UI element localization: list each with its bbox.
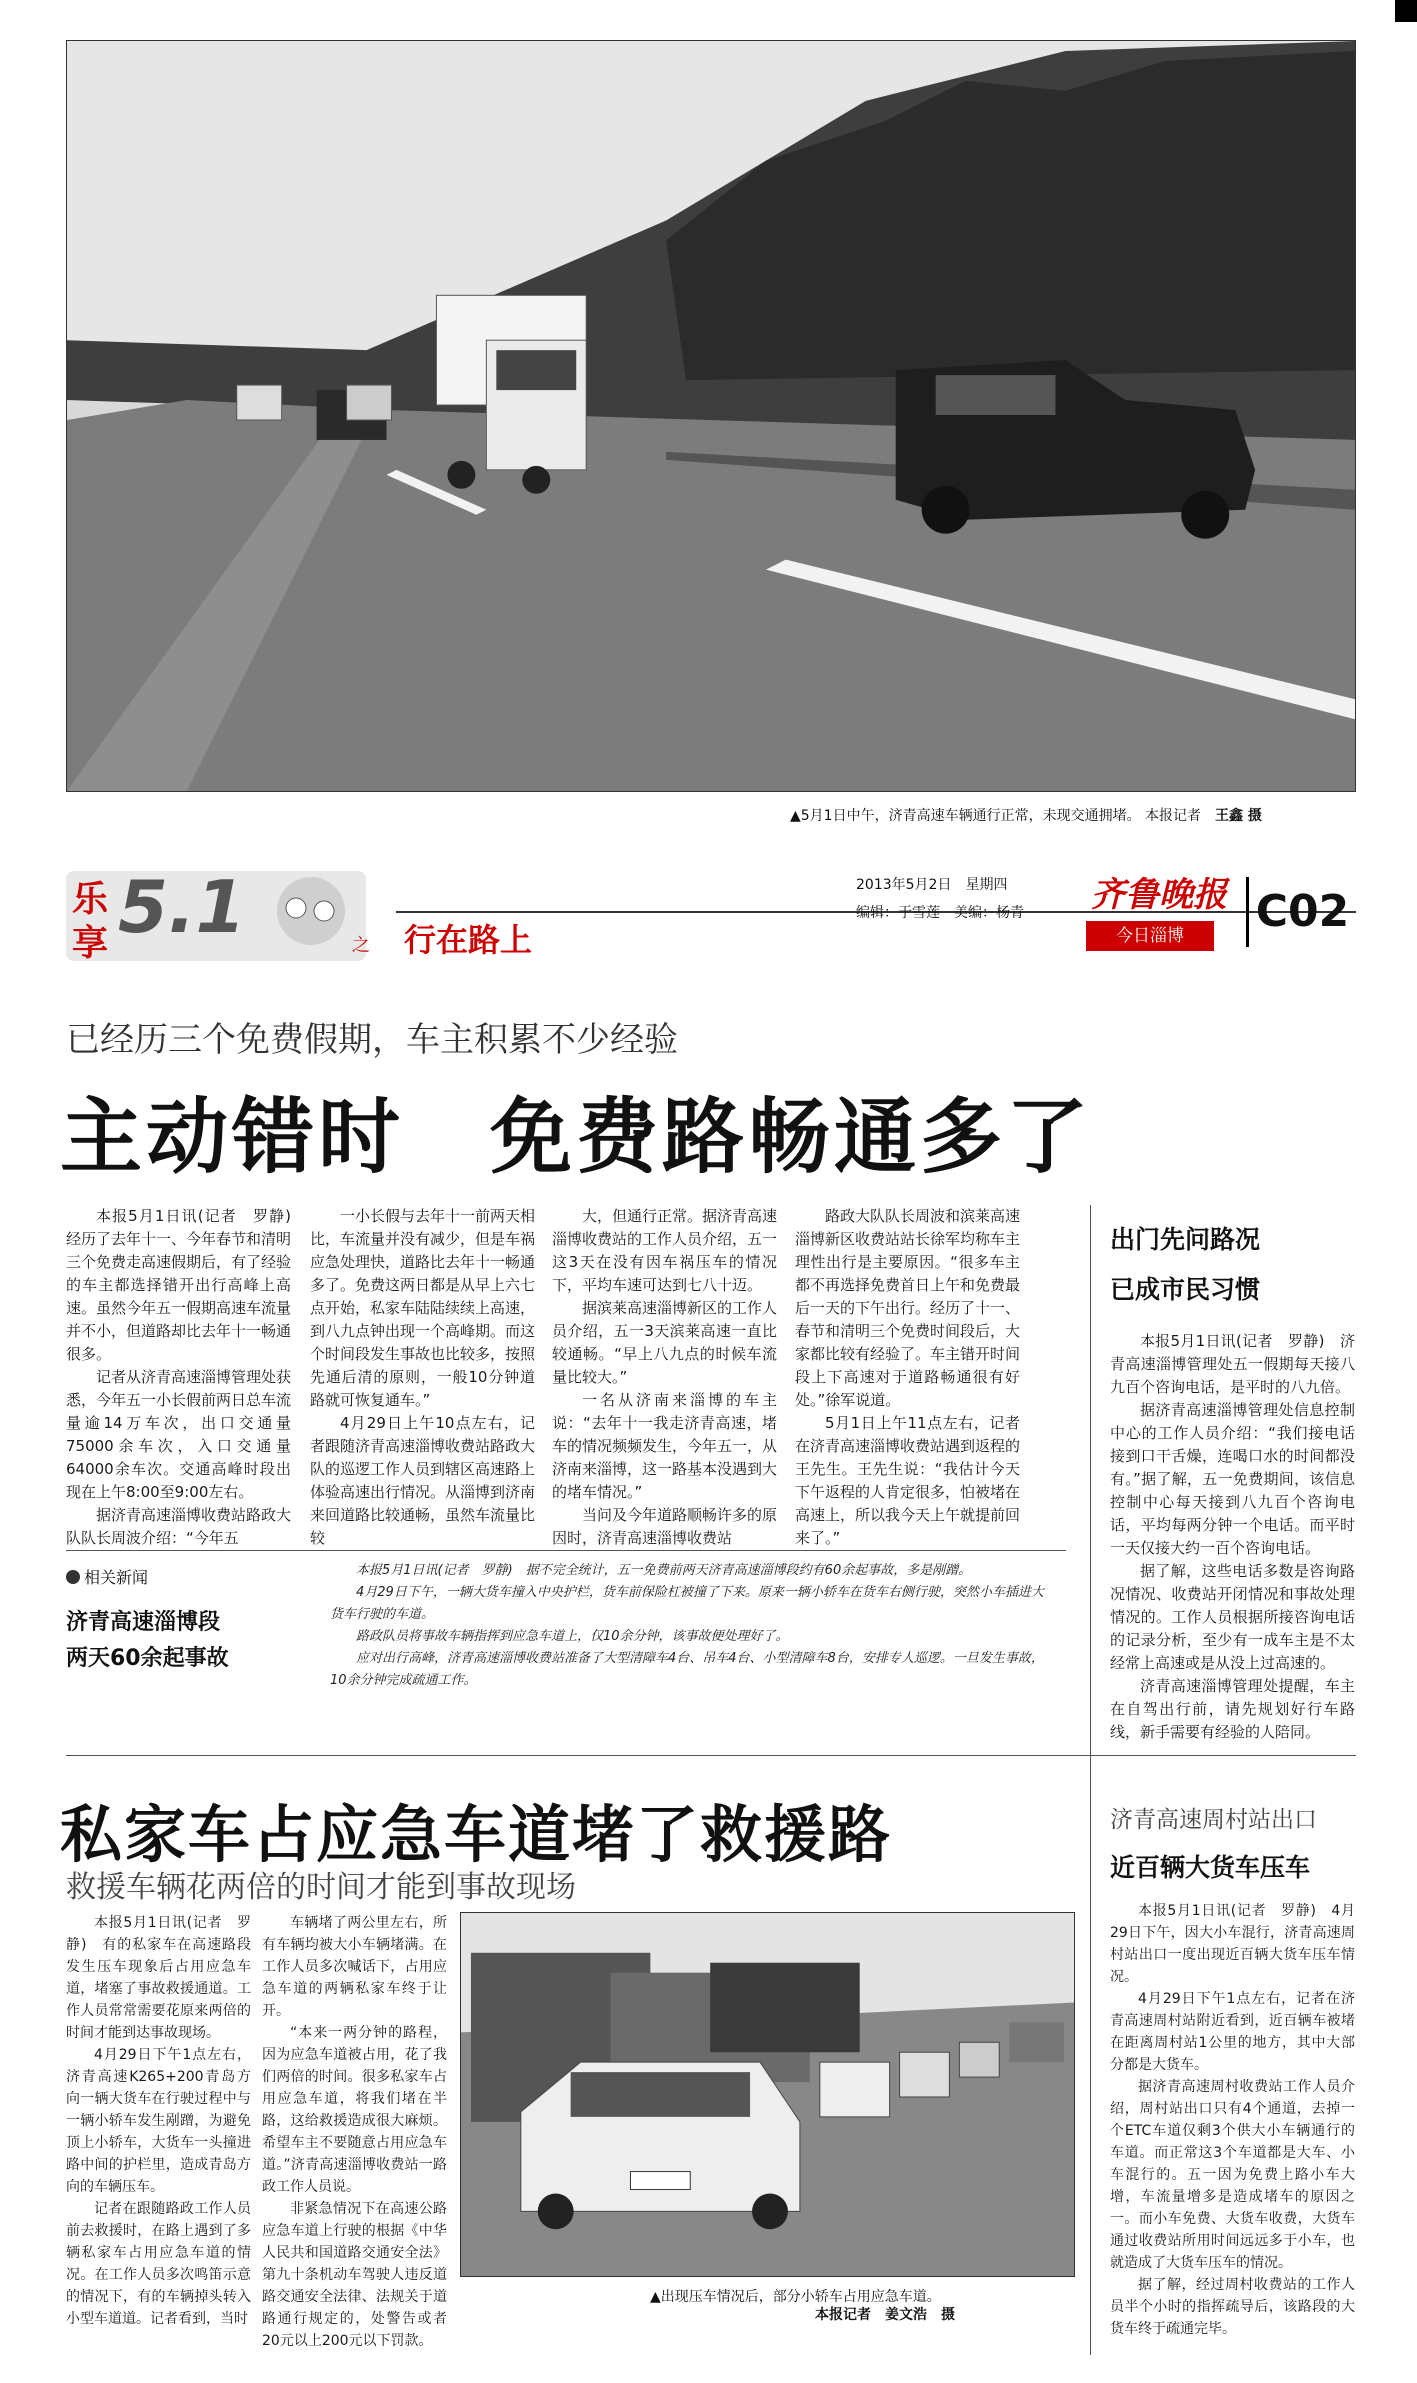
paragraph: 本报5月1日讯(记者 罗静) 据不完全统计，五一免费前两天济青高速淄博段约有60余起事故，多是剐蹭。 [356,1563,972,1578]
related-title-line-1: 济青高速淄博段 [66,1610,221,1635]
highway-photo-illustration [67,41,1355,791]
logo-char-zhi: 之 [352,935,370,956]
festival-logo [66,863,426,969]
edition-tag: 今日淄博 [1086,921,1214,951]
paragraph: 5月1日上午11点左右，记者在济青高速淄博收费站遇到返程的王先生。王先生说：“我估计今天下午返程的人肯定很多，怕被堵在高速上，所以我今天上午就提前回来了。” [795,1414,1021,1547]
paragraph: 本报5月1日讯(记者 罗静) 济青高速淄博管理处五一假期每天接八九百个咨询电话，是平时的八九倍。 [1110,1332,1355,1396]
paragraph: “本来一两分钟的路程，因为应急车道被占用，花了我们两倍的时间。很多私家车占用应急车道，将我们堵在半路，这给救援造成很大麻烦。希望车主不要随意占用应急车道。”济青高速淄博收费站一路政工作人员说。 [262,2025,447,2195]
paragraph: 济青高速淄博管理处提醒，车主在自驾出行前，请先规划好行车路线，新手需要有经验的人陪同。 [1110,1677,1355,1741]
logo-char-xiang: 享 [72,923,109,964]
paragraph: 据济青高速淄博收费站路政大队队长周波介绍：“今年五 [66,1506,292,1547]
column-divider [1090,1795,1091,2355]
story2-column-2 [262,1912,447,2352]
paragraph: 非紧急情况下在高速公路应急车道上行驶的根据《中华人民共和国道路交通安全法》第九十条机动车驾驶人违反道路交通安全法律、法规关于道路通行规定的，处警告或者20元以上200元以下罚款。 [262,2201,447,2349]
paragraph: 记者在跟随路政工作人员前去救援时，在路上遇到了多辆私家车占用应急车道的情况。在工作人员多次鸣笛示意的情况下，有的车辆掉头转入小型车道道。记者看到，当时 [66,2201,251,2327]
caption-author: 王鑫 摄 [1215,808,1262,824]
caption-text: ▲5月1日中午，济青高速车辆通行正常，未现交通拥堵。 本报记者 [790,808,1202,824]
sidebar1-body [1110,1330,1355,1810]
paragraph: 本报5月1日讯(记者 罗静) 有的私家车在高速路段发生压车现象后占用应急车道，堵塞了事故救援通道。工作人员常常需要花原来两倍的时间才能到达事故现场。 [66,1915,251,2041]
paragraph: 本报5月1日讯(记者 罗静) 经历了去年十一、今年春节和清明三个免费走高速假期后，有了经验的车主都选择错开出行高峰上高速。虽然今年五一假期高速车流量并不小，但道路却比去年十一畅通很多。 [66,1207,307,1363]
paragraph: 本报5月1日讯(记者 罗静) 4月29日下午，因大小车混行，济青高速周村站出口一度出现近百辆大货车压车情况。 [1110,1903,1355,1985]
story1-subhead: 已经历三个免费假期，车主积累不少经验 [66,1020,678,1060]
story2-column-1 [66,1912,251,2352]
top-photo [66,40,1356,792]
related-label-text: 相关新闻 [84,1568,149,1587]
story1-column-2 [310,1205,536,1547]
paragraph: 应对出行高峰，济青高速淄博收费站准备了大型清障车4台、吊车4台、小型清障车8台，安排专人巡逻。一旦发生事故，10余分钟完成疏通工作。 [330,1651,1044,1688]
paragraph: 路政队员将事故车辆指挥到应急车道上，仅10余分钟，该事故便处理好了。 [356,1629,789,1644]
paragraph: 路政大队队长周波和滨莱高速淄博新区收费站站长徐军均称车主理性出行是主要原因。“很多车主都不再选择免费首日上午和免费最后一天的下午出行。经历了十一、春节和清明三个免费时间段后，大家都比较有经验了。车主错开时间段上下高速对于道路畅通很有好处。”徐军说道。 [795,1207,1021,1409]
issue-date: 2013年5月2日 星期四 [856,877,1008,893]
logo-char-le: 乐 [72,879,109,920]
sidebar1-headline-1: 出门先问路况 [1110,1225,1261,1254]
bottom-photo-caption [650,2288,955,2324]
paragraph: 据济青高速周村收费站工作人员介绍，周村站出口只有4个通道，去掉一个ETC车道仅剩3个供大小车辆通行的车道。而正常这3个车道都是大车、小车混行的。五一因为免费上路小车大增，车流量增多是造成堵车的原因之一。而小车免费、大货车收费，大货车通过收费站所用时间远远多于小车，也就造成了大货车压车的情况。 [1110,2079,1355,2271]
paragraph: 当问及今年道路顺畅许多的原因时，济青高速淄博收费站 [552,1506,778,1547]
paper-logo: 齐鲁晚报 [1091,875,1227,915]
paragraph: 记者从济青高速淄博管理处获悉，今年五一小长假前两日总车流量逾14万车次，出口交通量75000余车次，入口交通量64000余车次。交通高峰时段出现在上午8:00至9:00左右。 [66,1368,292,1501]
sidebar2-headline-1: 济青高速周村站出口 [1110,1807,1317,1833]
caption-author: 本报记者 姜文浩 摄 [815,2307,955,2323]
paragraph: 车辆堵了两公里左右，所有车辆均被大小车辆堵满。在工作人员多次喊话下，占用应急车道的两辆私家车终于让开。 [262,1915,447,2019]
sidebar2-body [1110,1900,1355,2355]
paragraph: 大，但通行正常。据济青高速淄博收费站的工作人员介绍，五一这3天在没有因车祸压车的情况下，平均车速可达到七八十迈。 [552,1207,778,1294]
paragraph: 据了解，这些电话多数是咨询路况情况、收费站开闭情况和事故处理情况的。工作人员根据所接咨询电话的记录分析，至少有一成车主是不太经常上高速或是从没上过高速的。 [1110,1562,1355,1672]
caption-text: ▲出现压车情况后，部分小轿车占用应急车道。 [650,2289,941,2305]
related-top-rule [66,1550,1066,1551]
bullet-icon [66,1570,80,1584]
section-rule [66,1755,1356,1756]
editor-credits: 编辑：于雪莲 美编：杨青 [856,905,1024,921]
paragraph: 4月29日下午1点左右，记者在济青高速周村站附近看到，近百辆车被堵在距离周村站1公里的地方，其中大部分都是大货车。 [1110,1991,1355,2073]
bottom-photo [460,1912,1075,2277]
related-title [66,1605,229,1677]
page-number: C02 [1246,877,1356,947]
paragraph: 4月29日下午1点左右，济青高速K265+200青岛方向一辆大货车在行驶过程中与一辆小轿车发生剐蹭，为避免顶上小轿车，大货车一头撞进路中间的护栏里，造成青岛方向的车辆压车。 [66,2047,251,2195]
paragraph: 4月29日上午10点左右，记者跟随济青高速淄博收费站路政大队的巡逻工作人员到辖区高速路上体验高速出行情况。从淄博到济南来回道路比较通畅，虽然车流量比较 [310,1414,536,1547]
paragraph: 4月29日下午，一辆大货车撞入中央护栏，货车前保险杠被撞了下来。原来一辆小轿车在货车右侧行驶，突然小车插进大货车行驶的车道。 [330,1585,1044,1622]
paragraph: 据滨莱高速淄博新区的工作人员介绍，五一3天滨莱高速一直比较通畅。“早上八九点的时候车流量比较大。” [552,1299,778,1386]
logo-number: 5.1 [118,865,246,949]
sidebar1-headline-2: 已成市民习惯 [1110,1275,1261,1304]
story2-subhead: 救援车辆花两倍的时间才能到事故现场 [66,1870,576,1905]
top-photo-caption [790,807,1262,825]
story1-headline: 主动错时 免费路畅通多了 [60,1090,1093,1185]
date-info [856,871,1024,927]
corner-mark [1395,0,1417,22]
related-news-label [66,1565,148,1588]
traffic-jam-photo-illustration [461,1913,1074,2276]
paragraph: 一名从济南来淄博的车主说：“去年十一我走济青高速，堵车的情况频频发生，今年五一，从济南来淄博，这一路基本没遇到大的堵车情况。” [552,1391,778,1501]
section-title: 行在路上 [404,921,533,959]
paragraph: 据济青高速淄博管理处信息控制中心的工作人员介绍：“我们接电话接到口干舌燥，连喝口水的时间都没有。”据了解，五一免费期间，该信息控制中心每天接到八九百个咨询电话，平均每两分钟一个电话。而平时一天仅接大约一百个咨询电话。 [1110,1401,1355,1557]
sidebar2-headline-2: 近百辆大货车压车 [1110,1853,1311,1882]
section-banner [66,863,1356,969]
paragraph: 一小长假与去年十一前两天相比，车流量并没有减少，但是车祸应急处理快，道路比去年十一畅通多了。免费这两日都是从早上六七点开始，私家车陆陆续续上高速，到八九点钟出现一个高峰期。而这个时间段发生事故也比较多，按照先通后清的原则，一般10分钟道路就可恢复通车。” [310,1207,536,1409]
column-divider [1090,1205,1091,1810]
story1-column-1 [66,1205,307,1547]
story1-column-4 [795,1205,1021,1547]
story1-column-3 [552,1205,778,1547]
story2-headline: 私家车占应急车道堵了救援路 [60,1798,893,1871]
paragraph: 据了解，经过周村收费站的工作人员半个小时的指挥疏导后，该路段的大货车终于疏通完毕。 [1110,2277,1355,2337]
related-title-line-2: 两天60余起事故 [66,1646,229,1671]
related-body [330,1560,1050,1692]
